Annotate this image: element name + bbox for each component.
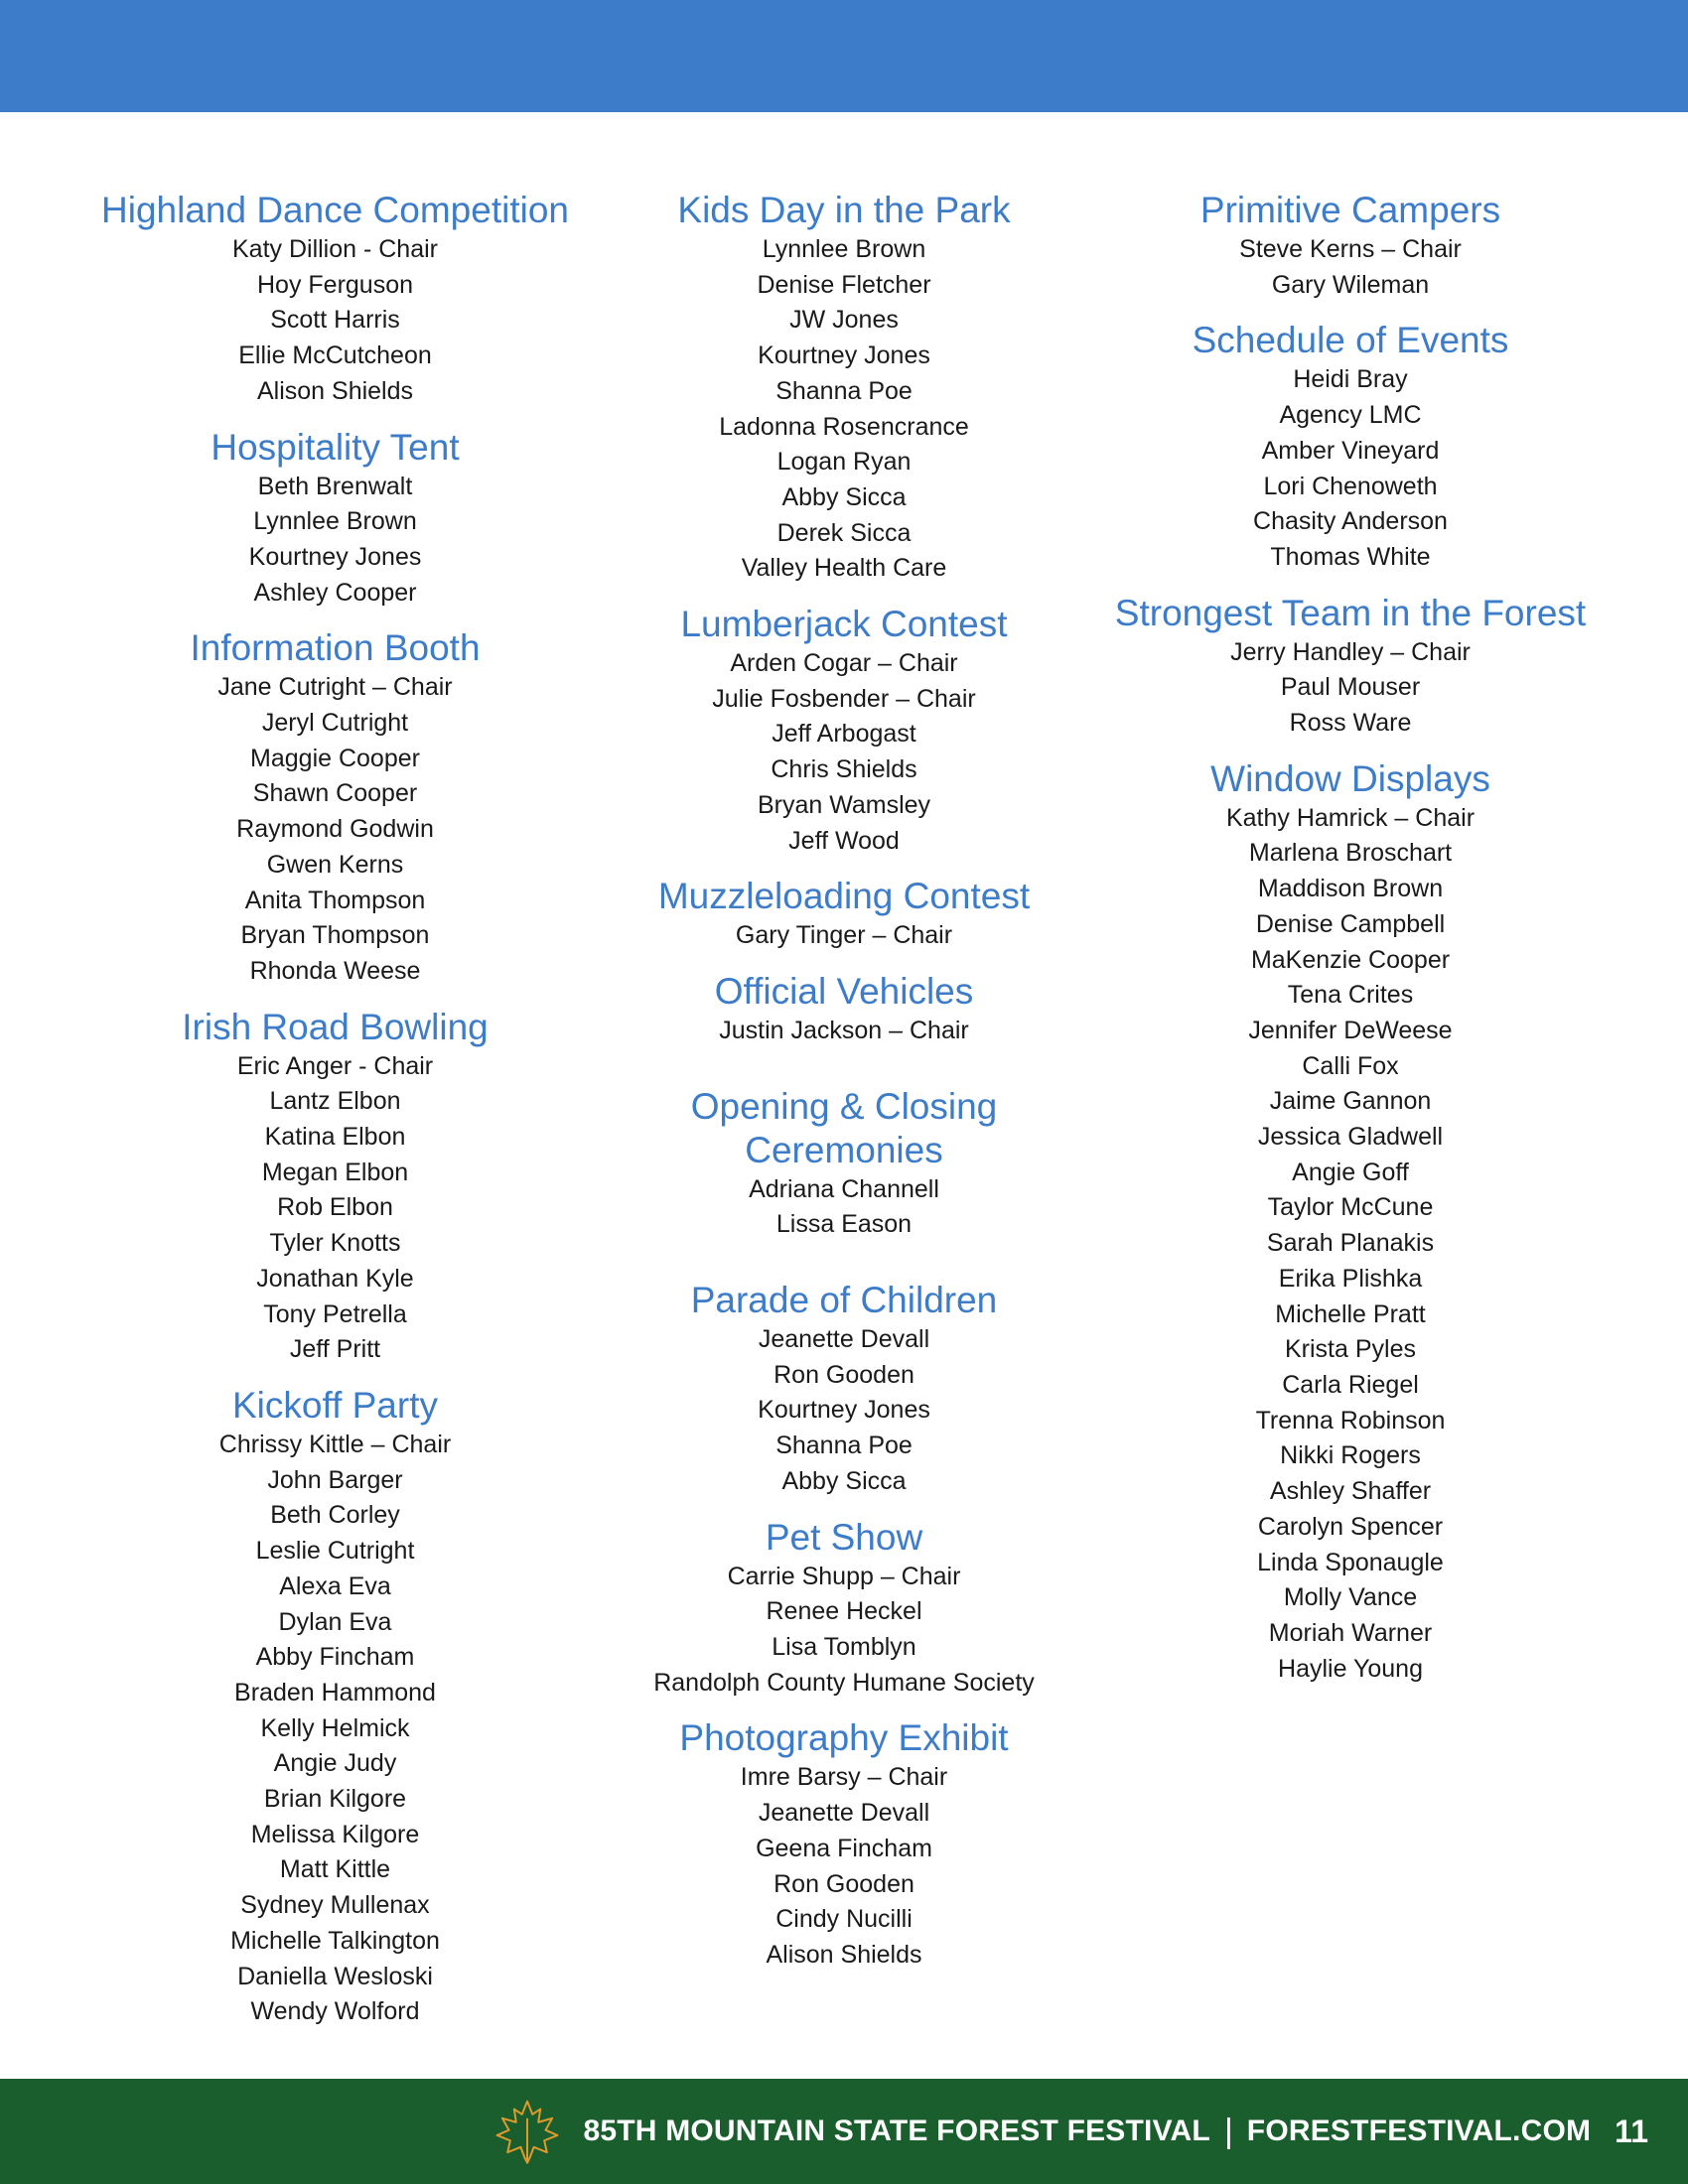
member-name: Angie Goff — [1292, 1158, 1409, 1186]
committee-title: Pet Show — [765, 1516, 923, 1558]
member-name: Chrissy Kittle – Chair — [218, 1430, 452, 1458]
committee-section-photography-exhibit — [616, 1716, 1072, 1973]
member-name: Kourtney Jones — [758, 341, 930, 370]
member-name: Heidi Bray — [1293, 365, 1408, 394]
member-name: Jeanette Devall — [758, 1799, 930, 1828]
committee-section-official-vehicles — [616, 970, 1072, 1049]
member-name: Chris Shields — [771, 755, 917, 784]
member-name: Jeff Pritt — [289, 1335, 381, 1364]
member-name: Chasity Anderson — [1253, 507, 1448, 536]
member-name: Ron Gooden — [774, 1869, 914, 1898]
member-name: Calli Fox — [1302, 1051, 1399, 1080]
member-name: Beth Corley — [270, 1501, 400, 1530]
member-name: Abby Fincham — [255, 1643, 415, 1672]
committee-title: Kids Day in the Park — [677, 190, 1011, 230]
member-name: Daniella Wesloski — [237, 1962, 433, 1990]
member-name: Amber Vineyard — [1261, 436, 1440, 465]
member-name: Scott Harris — [270, 306, 400, 335]
member-name: Jerry Handley – Chair — [1230, 637, 1471, 666]
member-name: Derek Sicca — [776, 518, 912, 547]
member-name: Linda Sponaugle — [1257, 1548, 1444, 1576]
member-list — [65, 1049, 606, 1368]
committee-title: Hospitality Tent — [211, 426, 460, 468]
member-name: Ellie McCutcheon — [238, 341, 432, 370]
committee-title: Irish Road Bowling — [182, 1006, 489, 1047]
member-name: Lantz Elbon — [269, 1087, 401, 1116]
member-name: Katina Elbon — [264, 1123, 406, 1152]
member-name: Imre Barsy – Chair — [740, 1763, 948, 1792]
member-list — [1087, 232, 1614, 303]
member-name: Tony Petrella — [263, 1299, 407, 1328]
member-name: Abby Sicca — [781, 482, 907, 511]
member-name: Leslie Cutright — [255, 1537, 415, 1566]
member-name: Marlena Broschart — [1248, 839, 1453, 868]
footer-separator: | — [1223, 2112, 1233, 2150]
committee-title: Schedule of Events — [1192, 320, 1509, 361]
committee-section-pet-show — [616, 1516, 1072, 1702]
member-name: Agency LMC — [1279, 401, 1422, 430]
committee-title: Window Displays — [1210, 757, 1490, 799]
member-name: Gwen Kerns — [266, 850, 404, 879]
member-name: Moriah Warner — [1268, 1618, 1433, 1647]
committee-section-primitive-campers — [1087, 189, 1614, 303]
committee-section-muzzleloading-contest — [616, 875, 1072, 954]
member-name: Ron Gooden — [774, 1360, 914, 1389]
committee-title: Muzzleloading Contest — [657, 876, 1031, 917]
member-name: Jeff Arbogast — [772, 720, 916, 749]
member-name: Bryan Wamsley — [757, 790, 931, 819]
committee-title: Photography Exhibit — [679, 1717, 1009, 1759]
member-name: Erika Plishka — [1278, 1264, 1423, 1293]
member-name: Raymond Godwin — [236, 815, 434, 844]
member-list — [1087, 801, 1614, 1688]
member-name: Molly Vance — [1283, 1583, 1418, 1612]
member-name: Megan Elbon — [261, 1158, 409, 1186]
committee-section-lumberjack-contest — [616, 603, 1072, 859]
member-name: Hoy Ferguson — [256, 270, 414, 299]
member-name: Gary Tinger – Chair — [735, 921, 953, 950]
member-name: Dylan Eva — [278, 1607, 392, 1636]
member-list — [616, 1760, 1072, 1973]
member-name: Justin Jackson – Chair — [719, 1016, 969, 1044]
member-list — [65, 470, 606, 612]
member-name: Arden Cogar – Chair — [730, 649, 958, 678]
member-name: Jessica Gladwell — [1257, 1123, 1444, 1152]
committee-section-information-booth — [65, 626, 606, 989]
member-name: Julie Fosbender – Chair — [712, 684, 976, 713]
festival-name: 85TH MOUNTAIN STATE FOREST FESTIVAL — [583, 2115, 1210, 2147]
member-name: Jeff Wood — [788, 826, 900, 855]
committee-title: Primitive Campers — [1199, 190, 1501, 230]
member-name: Michelle Talkington — [230, 1926, 440, 1955]
member-name: JW Jones — [789, 306, 899, 335]
committee-section-kids-day-in-the-park — [616, 189, 1072, 587]
member-name: Valley Health Care — [741, 554, 947, 583]
committee-section-kickoff-party — [65, 1384, 606, 2030]
member-list — [616, 1172, 1072, 1243]
member-name: Tyler Knotts — [269, 1229, 401, 1258]
member-name: Matt Kittle — [279, 1855, 391, 1884]
committee-title: Opening & Closing Ceremonies — [690, 1085, 998, 1170]
committee-title: Information Booth — [190, 627, 481, 669]
member-name: Ashley Shaffer — [1269, 1477, 1432, 1506]
member-name: Jane Cutright – Chair — [217, 673, 453, 702]
member-name: Ashley Cooper — [253, 578, 417, 607]
committee-title: Highland Dance Competition — [101, 190, 569, 230]
member-name: Jeryl Cutright — [261, 709, 409, 738]
member-name: Nikki Rogers — [1280, 1441, 1421, 1470]
footer-content — [494, 2079, 1649, 2184]
member-name: Randolph County Humane Society — [653, 1668, 1035, 1697]
committee-section-highland-dance-competition — [65, 189, 606, 410]
member-name: Krista Pyles — [1285, 1335, 1416, 1364]
member-name: Alison Shields — [766, 1940, 922, 1969]
member-name: Carrie Shupp – Chair — [727, 1562, 961, 1590]
member-name: Maddison Brown — [1257, 875, 1444, 903]
member-name: Melissa Kilgore — [250, 1820, 420, 1848]
member-name: Beth Brenwalt — [257, 472, 413, 500]
member-name: Denise Campbell — [1255, 909, 1446, 938]
member-name: Brian Kilgore — [263, 1785, 407, 1814]
member-name: Shawn Cooper — [252, 779, 418, 808]
member-name: Kourtney Jones — [758, 1396, 930, 1425]
member-name: Thomas White — [1270, 542, 1431, 571]
member-name: Paul Mouser — [1280, 673, 1421, 702]
member-name: Logan Ryan — [776, 448, 912, 477]
member-list — [616, 918, 1072, 954]
committee-section-window-displays — [1087, 757, 1614, 1688]
member-list — [616, 232, 1072, 587]
member-list — [616, 1014, 1072, 1049]
member-name: Anita Thompson — [244, 886, 426, 914]
committee-title: Parade of Children — [690, 1280, 998, 1321]
member-list — [616, 646, 1072, 859]
member-name: Maggie Cooper — [250, 744, 420, 772]
committee-title: Strongest Team in the Forest — [1114, 592, 1587, 633]
member-name: Wendy Wolford — [250, 1997, 420, 2026]
committee-column-2 — [616, 189, 1072, 1974]
member-name: Kourtney Jones — [248, 542, 422, 571]
member-name: Jonathan Kyle — [256, 1264, 414, 1293]
member-name: Steve Kerns – Chair — [1239, 235, 1462, 263]
member-name: Renee Heckel — [766, 1597, 922, 1626]
member-name: Cindy Nucilli — [775, 1905, 913, 1934]
member-name: Angie Judy — [273, 1749, 397, 1778]
member-name: Lissa Eason — [775, 1210, 913, 1239]
member-name: Lynnlee Brown — [762, 235, 926, 263]
member-name: John Barger — [267, 1465, 403, 1494]
member-name: Jeanette Devall — [758, 1325, 930, 1354]
member-list — [616, 1322, 1072, 1500]
website-link[interactable]: FORESTFESTIVAL.COM — [1246, 2115, 1592, 2147]
member-name: Sarah Planakis — [1266, 1229, 1435, 1258]
member-name: Ladonna Rosencrance — [719, 412, 969, 441]
committee-column-1 — [65, 189, 606, 2030]
member-name: Carolyn Spencer — [1257, 1512, 1444, 1541]
header-band — [0, 0, 1688, 112]
member-list — [1087, 635, 1614, 742]
member-list — [616, 1560, 1072, 1702]
committee-column-3 — [1087, 189, 1614, 1687]
committee-title: Official Vehicles — [714, 970, 974, 1012]
committee-section-hospitality-tent — [65, 426, 606, 612]
member-name: Carla Riegel — [1282, 1370, 1419, 1399]
page-number: 11 — [1615, 2113, 1648, 2149]
member-name: Lisa Tomblyn — [772, 1632, 916, 1661]
member-name: Lynnlee Brown — [253, 507, 417, 536]
member-name: Kathy Hamrick – Chair — [1225, 803, 1476, 832]
member-name: Michelle Pratt — [1275, 1299, 1426, 1328]
footer-band — [0, 2079, 1688, 2184]
committee-section-strongest-team-in-the-forest — [1087, 592, 1614, 742]
member-name: Jaime Gannon — [1269, 1087, 1432, 1116]
member-name: Braden Hammond — [234, 1678, 436, 1706]
member-name: Eric Anger - Chair — [236, 1051, 434, 1080]
committee-title: Lumberjack Contest — [680, 604, 1008, 645]
member-name: Lori Chenoweth — [1263, 472, 1438, 500]
committee-section-parade-of-children — [616, 1279, 1072, 1500]
member-name: Shanna Poe — [775, 376, 913, 405]
member-name: Rob Elbon — [277, 1193, 393, 1222]
member-name: Jennifer DeWeese — [1248, 1016, 1453, 1044]
member-name: Geena Fincham — [756, 1834, 932, 1862]
member-name: Trenna Robinson — [1255, 1406, 1446, 1434]
member-list — [65, 1428, 606, 2030]
member-name: Ross Ware — [1289, 709, 1412, 738]
member-name: MaKenzie Cooper — [1250, 945, 1451, 974]
committee-section-opening-and-closing-ceremonies — [616, 1085, 1072, 1243]
member-list — [65, 670, 606, 989]
committee-section-irish-road-bowling — [65, 1006, 606, 1368]
member-name: Alexa Eva — [279, 1571, 391, 1600]
member-name: Taylor McCune — [1267, 1193, 1434, 1222]
member-name: Shanna Poe — [775, 1432, 913, 1460]
member-name: Katy Dillion - Chair — [231, 235, 438, 263]
member-list — [1087, 362, 1614, 575]
member-name: Gary Wileman — [1271, 270, 1430, 299]
committee-title: Kickoff Party — [231, 1384, 438, 1426]
member-name: Denise Fletcher — [757, 270, 931, 299]
member-name: Sydney Mullenax — [240, 1891, 430, 1920]
member-name: Haylie Young — [1278, 1654, 1423, 1683]
member-name: Rhonda Weese — [249, 956, 421, 985]
member-name: Alison Shields — [256, 376, 414, 405]
maple-leaf-icon — [494, 2099, 560, 2164]
committee-section-schedule-of-events — [1087, 319, 1614, 575]
member-name: Tena Crites — [1287, 981, 1414, 1010]
member-list — [65, 232, 606, 410]
member-name: Adriana Channell — [749, 1174, 939, 1203]
member-name: Bryan Thompson — [240, 921, 430, 950]
member-name: Kelly Helmick — [260, 1713, 410, 1742]
member-name: Abby Sicca — [781, 1466, 907, 1495]
